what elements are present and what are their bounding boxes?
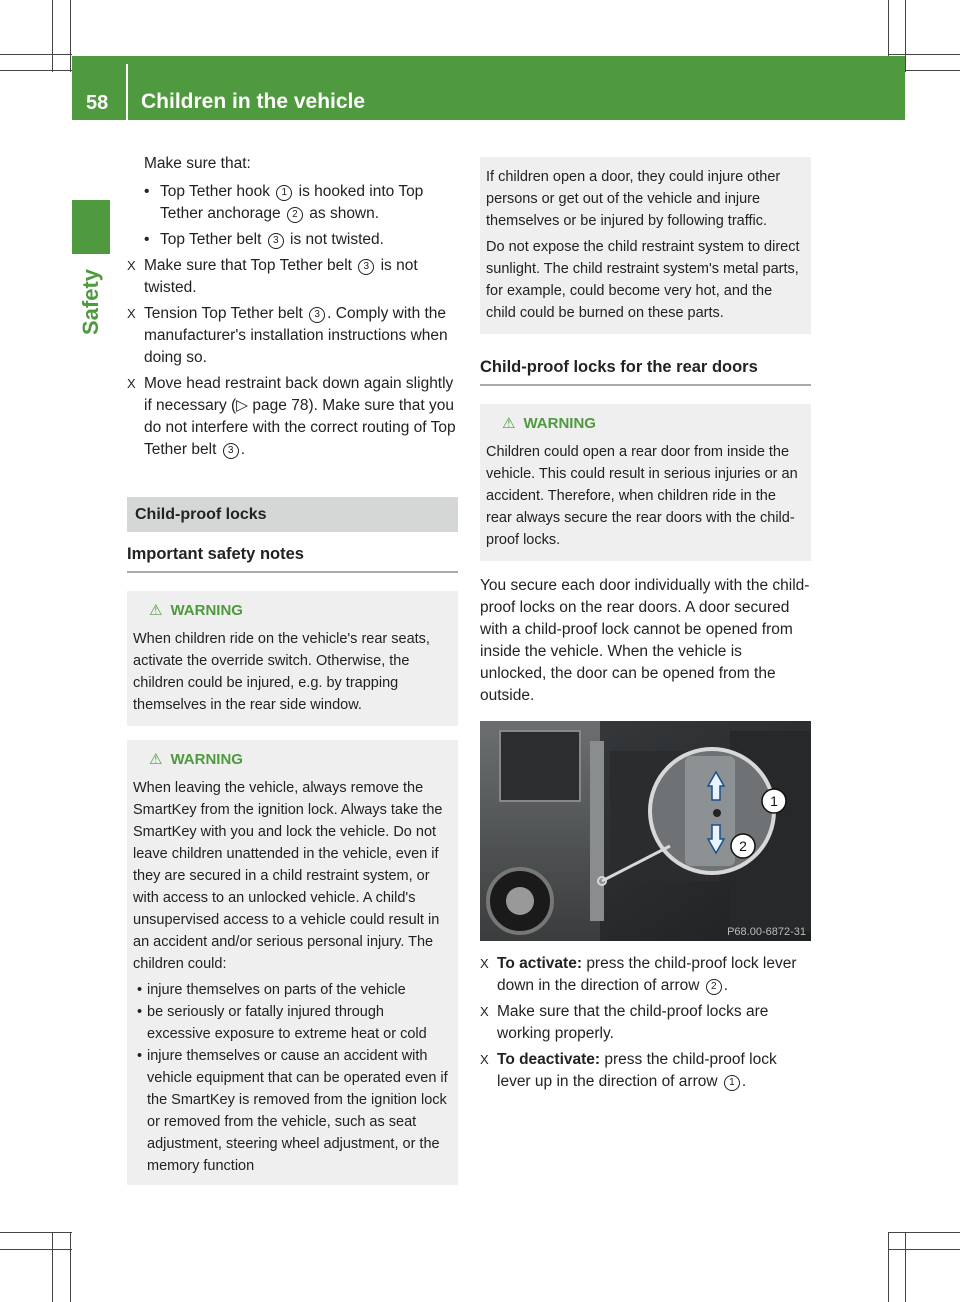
warning-text: Do not expose the child restraint system to direct sunlight. The child restraint system's metal parts, for example, could become very hot, and the child could be burned on these parts. [486,239,800,321]
subsection-heading: Child-proof locks for the rear doors [480,356,811,386]
crop-mark [70,0,71,72]
list-item: • Top Tether hook 1 is hooked into Top Tether anchorage 2 as shown. [144,183,424,222]
side-tab-label: Safety [78,268,103,336]
intro-text: Make sure that: [144,155,251,172]
step-arrow-icon: X [127,376,136,391]
warning-box [127,591,458,726]
crop-mark [0,54,72,55]
callout-3-icon: 3 [309,307,325,323]
page-ref-icon: ▷ [236,397,249,414]
list-item: • be seriously or fatally injured through excessive exposure to extreme heat or cold [137,1004,427,1042]
body-text: You secure each door individually with the child-proof locks on the rear doors. A door secured with a child-proof lock cannot be opened from inside the vehicle. When the vehicle is unlocked, the door can be opened from the outside. [480,577,810,704]
step-item: X Make sure that the child-proof locks are working properly. [480,1003,769,1042]
warning-triangle-icon: ⚠ [149,602,163,619]
step-item: X Tension Top Tether belt 3 . Comply with the manufacturer's installation instructions when doing so. [127,305,448,366]
right-column [480,157,811,1097]
step-arrow-icon: X [127,306,136,321]
callout-2-icon: 2 [287,207,303,223]
warning-box [127,740,458,1185]
step-item: X To activate: press the child-proof lock lever down in the direction of arrow 2 . [480,955,797,994]
left-column [127,153,458,1199]
warning-text: When leaving the vehicle, always remove the SmartKey from the ignition lock. Always take the SmartKey with you and lock the vehicle. Do not leave children unattended in the vehicle, even if they are secured in a child restraint system, or with access to an unlocked vehicle. A child's unsupervised access to a vehicle could result in an accident and/or serious personal injury. The children could: [133,780,443,972]
photo-callout-1: 1 [770,793,778,809]
header-divider [126,64,128,120]
side-tab-block [72,200,110,254]
child-lock-photo [480,721,811,941]
step-arrow-icon: X [480,1004,489,1019]
callout-3-icon: 3 [358,259,374,275]
step-arrow-icon: X [480,1052,489,1067]
photo-code: P68.00-6872-31 [727,926,806,938]
warning-box-continued [480,157,811,334]
warning-heading: ⚠ WARNING [502,415,596,432]
page-title: Children in the vehicle [141,90,366,113]
page-ref-link[interactable]: page 78 [252,397,309,414]
crop-mark [52,0,53,72]
step-arrow-icon: X [127,258,136,273]
subsection-heading: Important safety notes [127,532,458,573]
step-item: X Make sure that Top Tether belt 3 is not twisted. [127,257,418,296]
warning-heading: ⚠ WARNING [149,602,243,619]
bullet-mark: • [144,231,150,248]
crop-mark [905,0,906,72]
crop-mark [70,1232,71,1302]
list-item: • Top Tether belt 3 is not twisted. [127,229,458,251]
step-arrow-icon: X [480,956,489,971]
crop-mark [52,1232,53,1302]
step-item: X To deactivate: press the child-proof lock lever up in the direction of arrow 1 . [480,1051,777,1090]
warning-triangle-icon: ⚠ [149,751,163,768]
crop-mark [905,1232,906,1302]
page-number: 58 [86,92,109,114]
warning-text: When children ride on the vehicle's rear seats, activate the override switch. Otherwise, the children could be injured, e.g. by trapping themselves in the rear side window. [133,631,430,713]
crop-mark [0,1232,72,1233]
warning-triangle-icon: ⚠ [502,415,516,432]
warning-text: If children open a door, they could injure other persons or get out of the vehicle and injure themselves or be injured by following traffic. [486,169,781,229]
callout-1-icon: 1 [724,1075,740,1091]
callout-3-icon: 3 [223,443,239,459]
callout-3-icon: 3 [268,233,284,249]
photo-callout-2: 2 [739,838,747,854]
list-item: • injure themselves on parts of the vehicle [137,982,406,998]
step-item: X Move head restraint back down again slightly if necessary (▷ page 78). Make sure that you do not interfere with the correct routing of Top Tether belt 3 . [127,375,456,458]
crop-mark [0,70,72,71]
crop-mark [888,54,960,55]
warning-text: Children could open a rear door from inside the vehicle. This could result in serious injuries or an accident. Therefore, when children ride in the rear always secure the rear doors with the child-proof locks. [486,444,798,548]
crop-mark [888,1249,960,1250]
crop-mark [888,1232,960,1233]
section-heading: Child-proof locks [127,497,458,532]
bullet-mark: • [144,183,150,200]
warning-heading: ⚠ WARNING [149,751,243,768]
crop-mark [888,1232,889,1302]
list-item: • injure themselves or cause an accident with vehicle equipment that can be operated even if the SmartKey is removed from the ignition lock or removed from the vehicle, such as seat adjustment, steering wheel adjustment, or the memory function [137,1048,448,1174]
warning-box [480,404,811,561]
callout-1-icon: 1 [276,185,292,201]
crop-mark [0,1249,72,1250]
callout-2-icon: 2 [706,979,722,995]
